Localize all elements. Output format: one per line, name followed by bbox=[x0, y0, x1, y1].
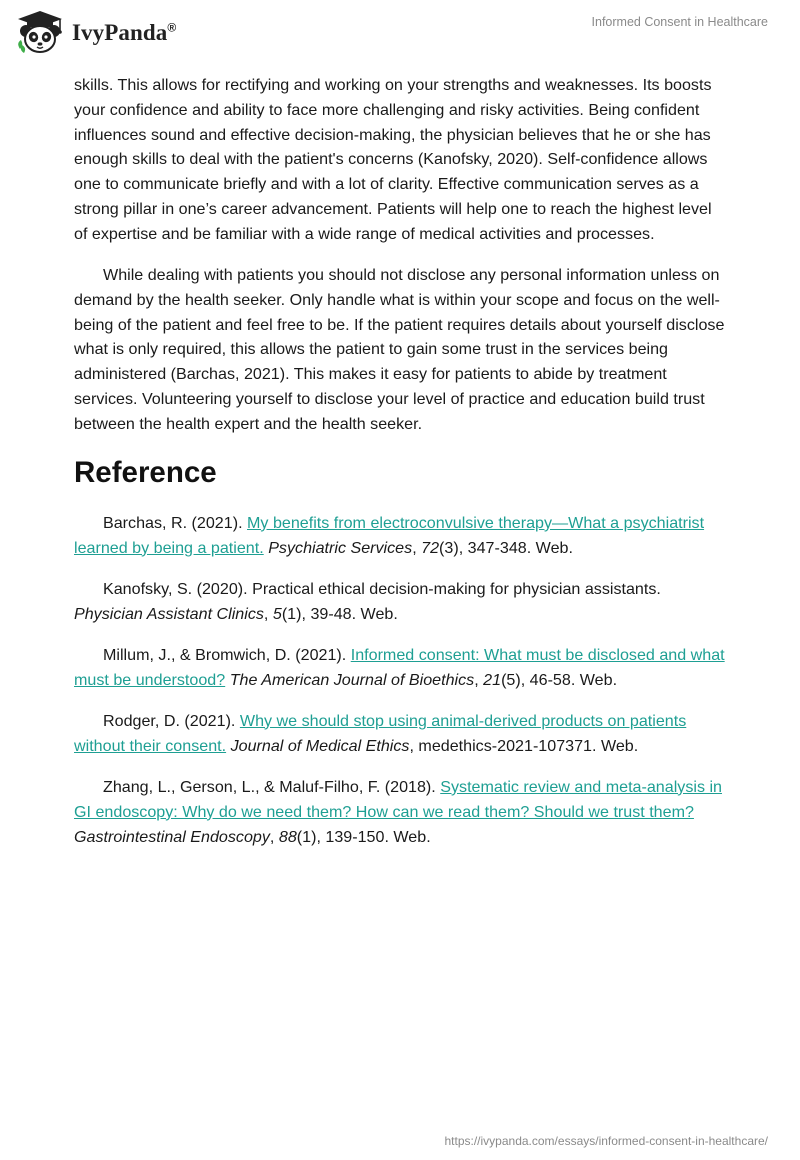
reference-link[interactable]: Informed consent: What must be disclosed and what must be understood? bbox=[74, 645, 725, 689]
reference-link[interactable]: Systematic review and meta-analysis in GI endoscopy: Why do we need them? How can we read them? Should we trust them? bbox=[74, 777, 722, 821]
journal-volume: 21 bbox=[483, 670, 502, 689]
body-paragraph-2: While dealing with patients you should not disclose any personal information unless on demand by the health seeker. Only handle what is within your scope and focus on the well-being of the patient and feel free to be. If the patient requires details about yourself disclose what is only required, this allows the patient to gain some trust in the services being administered (Barchas, 2021). This makes it easy for patients to abide by treatment services. Volunteering yourself to disclose your level of practice and education build trust between the health expert and the health seeker. bbox=[74, 266, 725, 433]
reference-item: Millum, J., & Bromwich, D. (2021). Informed consent: What must be disclosed and what must be understood? The American Journal of Bioethics, 21(5), 46-58. Web. bbox=[74, 645, 725, 689]
journal-name: Journal of Medical Ethics bbox=[230, 736, 410, 755]
journal-volume: 72 bbox=[421, 538, 440, 557]
references-heading: Reference bbox=[74, 455, 217, 489]
reference-link[interactable]: My benefits from electroconvulsive therapy—What a psychiatrist learned by being a patient. bbox=[74, 513, 705, 557]
reference-item: Barchas, R. (2021). My benefits from electroconvulsive therapy—What a psychiatrist learned by being a patient. Psychiatric Services, 72(3), 347-348. Web. bbox=[74, 513, 705, 557]
footer-source-url: https://ivypanda.com/essays/informed-consent-in-healthcare/ bbox=[444, 1134, 768, 1148]
reference-item: Rodger, D. (2021). Why we should stop using animal-derived products on patients without their consent. Journal of Medical Ethics, medethics-2021-107371. Web. bbox=[74, 711, 687, 755]
journal-volume: 5 bbox=[272, 604, 282, 623]
journal-name: Physician Assistant Clinics bbox=[74, 604, 264, 623]
page-header bbox=[0, 0, 800, 70]
body-paragraph-1: skills. This allows for rectifying and working on your strengths and weaknesses. Its boosts your confidence and ability to face more challenging and risky activities. Being confident influences sound and effective decision-making, the physician believes that he or she has enough skills to deal with the patient's concerns (Kanofsky, 2020). Self-confidence allows one to communicate briefly and with a lot of clarity. Effective communication serves as a strong pillar in one’s career advancement. Patients will help one to reach the highest level of expertise and be familiar with a wide range of medical activities and processes. bbox=[74, 76, 712, 243]
reference-item: Kanofsky, S. (2020). Practical ethical decision-making for physician assistants. Physician Assistant Clinics, 5(1), 39-48. Web. bbox=[74, 579, 661, 623]
reference-link[interactable]: Why we should stop using animal-derived products on patients without their consent. bbox=[74, 711, 687, 755]
brand-name: IvyPanda® bbox=[72, 20, 177, 45]
reference-item: Zhang, L., Gerson, L., & Maluf-Filho, F. (2018). Systematic review and meta-analysis in GI endoscopy: Why do we need them? How can we read them? Should we trust them? Gastrointestinal Endoscopy, 88(1), 139-150. Web. bbox=[74, 777, 722, 846]
panda-graduate-logo-icon bbox=[14, 9, 66, 55]
journal-name: Gastrointestinal Endoscopy bbox=[74, 827, 270, 846]
ivypanda-logo[interactable] bbox=[14, 8, 176, 56]
registered-mark: ® bbox=[167, 20, 177, 35]
document-title: Informed Consent in Healthcare bbox=[591, 15, 768, 29]
journal-name: Psychiatric Services bbox=[268, 538, 413, 557]
journal-volume: 88 bbox=[278, 827, 297, 846]
journal-name: The American Journal of Bioethics bbox=[229, 670, 475, 689]
essay-content bbox=[74, 73, 726, 866]
